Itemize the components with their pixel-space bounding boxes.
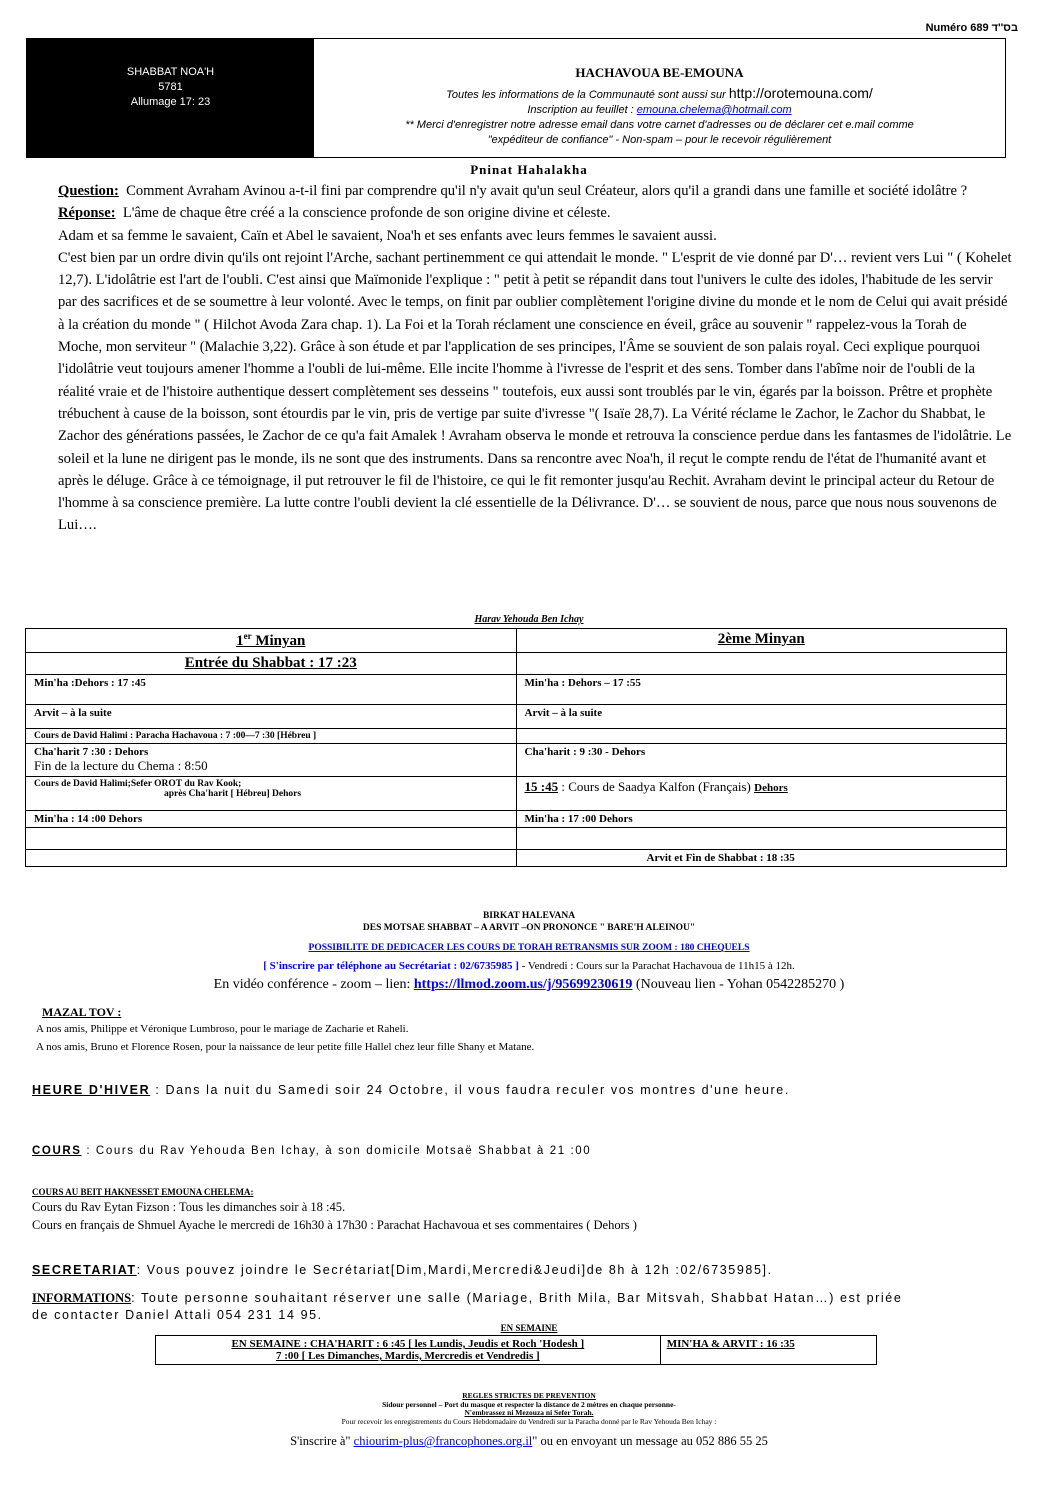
site-link[interactable]: http://orotemouna.com/ xyxy=(728,85,873,101)
second-minyan-header: 2ème Minyan xyxy=(516,629,1007,653)
weekday-schedule-table xyxy=(155,1335,877,1365)
paragraph-1: Adam et sa femme le savaient, Caïn et Abel le savaient, Noa'h et ses enfants avec leurs femmes le savaient aussi. xyxy=(58,227,717,244)
article-body xyxy=(58,180,1013,537)
minha-2: Min'ha : Dehors – 17 :55 xyxy=(516,675,1007,705)
site-line: Toutes les informations de la Communauté sont aussi sur http://orotemouna.com/ xyxy=(446,85,873,101)
birkat-halevana: BIRKAT HALEVANA DES MOTSAE SHABBAT – A ARVIT –ON PRONONCE " BARE'H ALEINOU" xyxy=(362,911,696,933)
article-author: Harav Yehouda Ben Ichay xyxy=(474,614,584,625)
chiourim-email-link[interactable]: chiourim-plus@francophones.org.il xyxy=(353,1434,533,1448)
weekday-minha-arvit: MIN'HA & ARVIT : 16 :35 xyxy=(660,1336,876,1365)
zoom-link[interactable]: https://llmod.zoom.us/j/95699230619 xyxy=(413,977,633,992)
cours-kalfon: 15 :45 : Cours de Saadya Kalfon (Français) Dehors xyxy=(516,777,1007,811)
newsletter-header xyxy=(26,38,1006,158)
shabbat-entry: Entrée du Shabbat : 17 :23 xyxy=(26,653,517,675)
shaharit-1: Cha'harit 7 :30 : Dehors Fin de la lecture du Chema : 8:50 xyxy=(26,744,517,777)
registration-line: [ S'inscrire par téléphone au Secrétariat : 02/6735985 ] - Vendredi : Cours sur la Parachat Hachavoua de 11h15 à 12h. xyxy=(263,960,795,972)
cours-fizson: Cours du Rav Eytan Fizson : Tous les dimanches soir à 18 :45. xyxy=(32,1200,346,1214)
mazal-tov-1: A nos amis, Philippe et Véronique Lumbroso, pour le mariage de Zacharie et Raheli. xyxy=(36,1023,409,1035)
mazal-tov-title: MAZAL TOV : xyxy=(42,1005,122,1019)
hebrew-year: 5781 xyxy=(158,81,183,93)
shaharit-2: Cha'harit : 9 :30 - Dehors xyxy=(516,744,1007,777)
paragraph-2: C'est bien par un ordre divin qu'ils ont rejoint l'Arche, sachant pertinemment ce qui attendait le monde. " L'esprit de vie donné par D'… revient vers Lui " ( Kohelet 12,7). L'idolâtrie est l'art de l'oubli. C'est ainsi que Maïmonide l'explique : " petit à petit se répandit dans tout l'univers le culte des idoles, l'habitude de les servir par des sacrifices et de se soumettre à leur volonté. Avec le temps, on finit par oublier complètement l'origine divine du monde et le nom de Celui qui avait présidé à la création du monde " ( Hilchot Avoda Zara chap. 1). La Foi et la Torah réclament une conscience en éveil, grâce au souvenir " rappelez-vous la Torah de Moche, mon serviteur " (Malachie 3,22). Grâce à son étude et par l'application de ses principes, l'Âme se souvient de son palais royal. Ceci explique pourquoi l'idolâtrie veut toujours amener l'homme a l'oubli de lui-même. Elle incite l'homme à l'ivresse de l'esprit et des sens. Tomber dans l'abîme noir de l'oubli de la réalité vraie et de l'histoire authentique dessert complètement ses desseins " toutefois, eux aussi sont troublés par le vin, égarés par la boisson. Prêtre et prophète trébuchent à cause de la boisson, sont étourdis par le vin, pris de vertige par suite d'ivresse "( Isaïe 28,7). La Vérité réclame le Zachor, le Zachor du Shabbat, le Zachor des générations passées, le Zachor de ce qu'a fait Amalek ! Avraham observa le monde et retrouva la conscience perdue dans les fantasmes de l'idolâtrie. Le soleil et la lune ne dirigent pas le monde, ils ne sont que des instruments. Dans sa rencontre avec Noa'h, il reçut le compte rendu de l'état de l'humanité avant et après le déluge. Grâce à ce témoignage, il put retrouver le fil de l'histoire, ce qui le fit remonter jusqu'au Rechit. Avraham devint le principal acteur du Retour de l'homme à sa conscience première. La lutte contre l'oubli devient la clé essentielle de la Délivrance. D'… se souvient de nous, parce que nous nous souvenons de Lui…. xyxy=(58,249,1012,534)
fin-chema: Fin de la lecture du Chema : 8:50 xyxy=(34,758,208,773)
weekday-label: EN SEMAINE xyxy=(500,1323,558,1333)
article-heading: Pninat Hahalakha xyxy=(470,162,588,177)
dedication-notice: POSSIBILITE DE DEDICACER LES COURS DE TORAH RETRANSMIS SUR ZOOM : 180 CHEQUELS xyxy=(308,943,750,953)
header-info xyxy=(314,39,1005,157)
subscribe-line: Inscription au feuillet : emouna.chelema@hotmail.com xyxy=(527,104,792,116)
issue-number: Numéro 689 בס''ד xyxy=(925,22,1018,34)
newsletter-title: HACHAVOUA BE-EMOUNA xyxy=(575,65,744,80)
spam-note-1: ** Merci d'enregistrer notre adresse email dans votre carnet d'adresses ou de déclarer cet e.mail comme xyxy=(405,119,914,131)
cours-notice: COURS : Cours du Rav Yehouda Ben Ichay, à son domicile Motsaë Shabbat à 21 :00 xyxy=(32,1145,592,1157)
shabbat-info-box xyxy=(27,39,314,157)
recording-subscription: S'inscrire à" chiourim-plus@francophones.org.il" ou en envoyant un message au 052 886 55 25 xyxy=(290,1434,768,1448)
arvit-2: Arvit – à la suite xyxy=(516,705,1007,729)
minha-1: Min'ha :Dehors : 17 :45 xyxy=(26,675,517,705)
minha-shabbat-2: Min'ha : 17 :00 Dehors xyxy=(516,811,1007,828)
cours-halimi-orot: Cours de David Halimi;Sefer OROT du Rav Kook; après Cha'harit [ Hébreu] Dehors xyxy=(26,777,517,811)
cours-ayache: Cours en français de Shmuel Ayache le mercredi de 16h30 à 17h30 : Parachat Hachavoua et ses commentaires ( Dehors ) xyxy=(32,1218,637,1232)
question: Question: Comment Avraham Avinou a-t-il fini par comprendre qu'il n'y avait qu'un seul Créateur, alors qu'il a grandi dans une famille et société idolâtre ? xyxy=(58,183,968,199)
arvit-fin-shabbat: Arvit et Fin de Shabbat : 18 :35 xyxy=(516,850,1007,867)
arvit-1: Arvit – à la suite xyxy=(26,705,517,729)
shabbat-name: SHABBAT NOA'H xyxy=(126,66,215,78)
cours-beit-haknesset-title: COURS AU BEIT HAKNESSET EMOUNA CHELEMA: xyxy=(32,1187,254,1197)
reponse: Réponse: L'âme de chaque être créé a la conscience profonde de son origine divine et céleste. xyxy=(58,205,611,222)
weekday-shaharit: EN SEMAINE : CHA'HARIT : 6 :45 [ les Lundis, Jeudis et Roch 'Hodesh ] 7 :00 [ Les Dimanches, Mardis, Mercredis et Vendredis ] xyxy=(156,1336,661,1365)
secretariat-notice: SECRETARIAT: Vous pouvez joindre le Secrétariat[Dim,Mardi,Mercredi&Jeudi]de 8h à 12h :02/6735985]. xyxy=(32,1263,773,1277)
winter-time-notice: HEURE D'HIVER : Dans la nuit du Samedi soir 24 Octobre, il vous faudra reculer vos montres d'une heure. xyxy=(32,1083,790,1097)
cours-halimi-paracha: Cours de David Halimi : Paracha Hachavoua : 7 :00—7 :30 [Hébreu ] xyxy=(26,729,517,744)
prevention-rules: REGLES STRICTES DE PREVENTION Sidour personnel – Port du masque et respecter la distance de 2 mètres en chaque personne- N'embrassez ni Mezouza ni Sefer Torah. Pour recevoir les enregistrements du Cours Hebdomadaire du Vendredi sur la Paracha donné par le Rav Yehouda Ben Ichay : xyxy=(341,1391,717,1426)
candle-lighting: Allumage 17: 23 xyxy=(130,96,211,108)
first-minyan-header: 1er Minyan xyxy=(26,629,517,653)
spam-note-2: "expéditeur de confiance" - Non-spam – pour le recevoir régulièrement xyxy=(487,134,832,146)
minyan-schedule-table xyxy=(25,628,1007,867)
email-link[interactable]: emouna.chelema@hotmail.com xyxy=(636,104,792,116)
zoom-line: En vidéo conférence - zoom – lien: https://llmod.zoom.us/j/95699230619 (Nouveau lien - Yohan 0542285270 ) xyxy=(213,977,845,992)
minha-shabbat-1: Min'ha : 14 :00 Dehors xyxy=(26,811,517,828)
informations-notice: INFORMATIONS: Toute personne souhaitant réserver une salle (Mariage, Brith Mila, Bar Mitsvah, Shabbat Hatan…) est priée de contacter Daniel Attali 054 231 14 95. xyxy=(32,1291,903,1322)
mazal-tov-2: A nos amis, Bruno et Florence Rosen, pour la naissance de leur petite fille Hallel chez leur fille Shany et Matane. xyxy=(36,1041,535,1053)
